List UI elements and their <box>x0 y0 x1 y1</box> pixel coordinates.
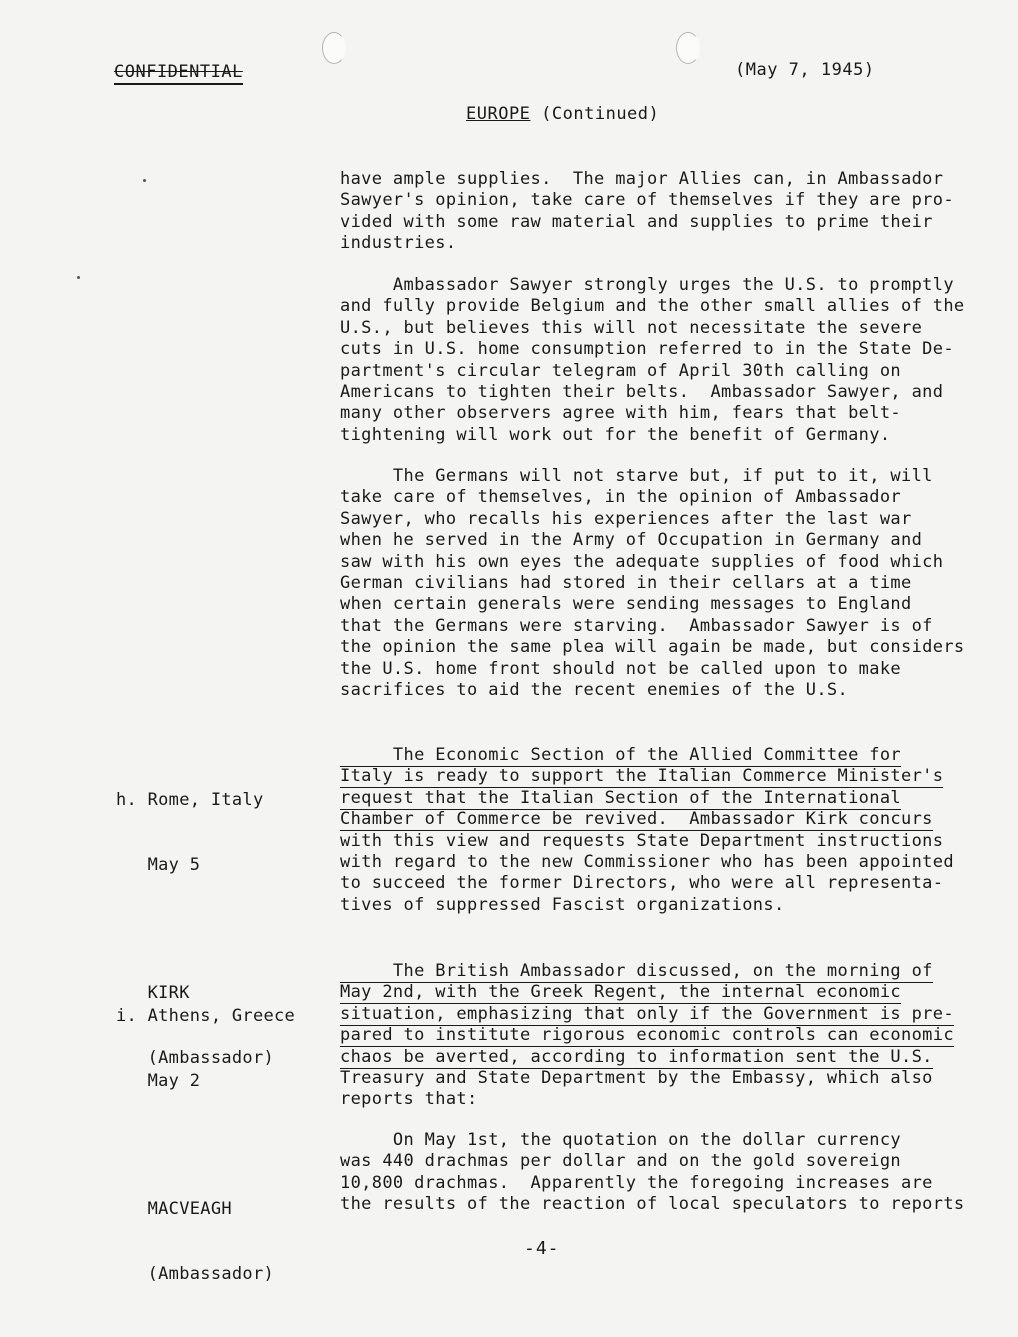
section-title <box>466 104 659 124</box>
text-line: the U.S. home front should not be called upon to make <box>340 658 901 679</box>
text-line: The Germans will not starve but, if put to it, will <box>340 466 933 486</box>
intro-paragraph-3 <box>340 466 980 701</box>
text-line: that the Germans were starving. Ambassador Sawyer is of <box>340 615 933 636</box>
text-line: 10,800 drachmas. Apparently the foregoing increases are <box>340 1172 933 1193</box>
margin-speck <box>77 276 80 279</box>
text-line: partment's circular telegram of April 30th calling on <box>340 360 901 381</box>
text-line: German civilians had stored in their cellars at a time <box>340 572 912 593</box>
text-line: was 440 drachmas per dollar and on the gold sovereign <box>340 1151 901 1172</box>
entry-athens-body <box>340 961 980 1111</box>
margin-speck <box>143 179 146 182</box>
text-line: Italy is ready to support the Italian Commerce Minister's <box>340 766 944 787</box>
text-line: Ambassador Sawyer strongly urges the U.S. to promptly <box>340 275 954 295</box>
text-line: Americans to tighten their belts. Ambassador Sawyer, and <box>340 381 944 402</box>
entry-sender-role: (Ambassador) <box>116 1047 275 1068</box>
text-line: with regard to the new Commissioner who has been appointed <box>340 851 954 872</box>
text-line: when certain generals were sending messages to England <box>340 594 912 615</box>
page-number: -4- <box>524 1238 560 1259</box>
text-line: saw with his own eyes the adequate supplies of food which <box>340 551 944 572</box>
entry-location: h. Rome, Italy <box>116 790 264 810</box>
text-line: vided with some raw material and supplies to prime their <box>340 211 933 232</box>
text-line: industries. <box>340 233 457 254</box>
text-line: tives of suppressed Fascist organizations. <box>340 894 785 915</box>
entry-sender-role: (Ambassador) <box>116 1263 275 1284</box>
text-line: May 2nd, with the Greek Regent, the internal economic <box>340 982 901 1003</box>
text-line: with this view and requests State Department instructions <box>340 830 944 851</box>
text-line: Treasury and State Department by the Embassy, which also <box>340 1067 933 1088</box>
entry-rome-body <box>340 745 980 916</box>
entry-date: May 2 <box>116 1070 201 1091</box>
text-line: the results of the reaction of local speculators to reports <box>340 1194 965 1215</box>
text-line: tightening will work out for the benefit of Germany. <box>340 424 891 445</box>
text-line: many other observers agree with him, fears that belt- <box>340 403 901 424</box>
entry-sender: KIRK <box>116 983 190 1003</box>
text-line: The Economic Section of the Allied Committee for <box>340 745 901 765</box>
punch-hole-mark <box>322 32 346 64</box>
closing-paragraph <box>340 1130 980 1216</box>
entry-sender: MACVEAGH <box>116 1199 232 1219</box>
text-line: chaos be averted, according to information sent the U.S. <box>340 1046 933 1067</box>
section-title-main: EUROPE <box>466 104 531 124</box>
punch-hole-mark <box>676 32 700 64</box>
text-line: cuts in U.S. home consumption referred to in the State De- <box>340 339 954 360</box>
text-line: situation, emphasizing that only if the Government is pre- <box>340 1003 954 1024</box>
text-line: Sawyer, who recalls his experiences after the last war <box>340 508 912 529</box>
text-line: pared to institute rigorous economic controls can economic <box>340 1025 954 1046</box>
text-line: to succeed the former Directors, who were all representa- <box>340 873 944 894</box>
text-line: have ample supplies. The major Allies can, in Ambassador <box>340 169 944 189</box>
text-line: request that the Italian Section of the International <box>340 787 901 808</box>
document-date: (May 7, 1945) <box>735 60 875 80</box>
text-line: On May 1st, the quotation on the dollar currency <box>340 1130 901 1150</box>
section-title-suffix: (Continued) <box>541 104 660 124</box>
classification-label: CONFIDENTIAL <box>114 62 243 85</box>
text-line: take care of themselves, in the opinion of Ambassador <box>340 487 901 508</box>
text-line: The British Ambassador discussed, on the morning of <box>340 961 933 981</box>
entry-date: May 5 <box>116 854 201 875</box>
intro-paragraph-2 <box>340 275 980 446</box>
text-line: the opinion the same plea will again be made, but considers <box>340 637 965 658</box>
text-line: and fully provide Belgium and the other small allies of the <box>340 296 965 317</box>
entry-location: i. Athens, Greece <box>116 1006 296 1026</box>
text-line: when he served in the Army of Occupation in Germany and <box>340 530 923 551</box>
text-line: U.S., but believes this will not necessitate the severe <box>340 317 923 338</box>
entry-athens-margin <box>116 963 295 1328</box>
text-line: Chamber of Commerce be revived. Ambassador Kirk concurs <box>340 809 933 830</box>
text-line: sacrifices to aid the recent enemies of the U.S. <box>340 679 849 700</box>
intro-paragraph-1 <box>340 169 980 255</box>
text-line: Sawyer's opinion, take care of themselves if they are pro- <box>340 190 954 211</box>
text-line: reports that: <box>340 1089 478 1110</box>
